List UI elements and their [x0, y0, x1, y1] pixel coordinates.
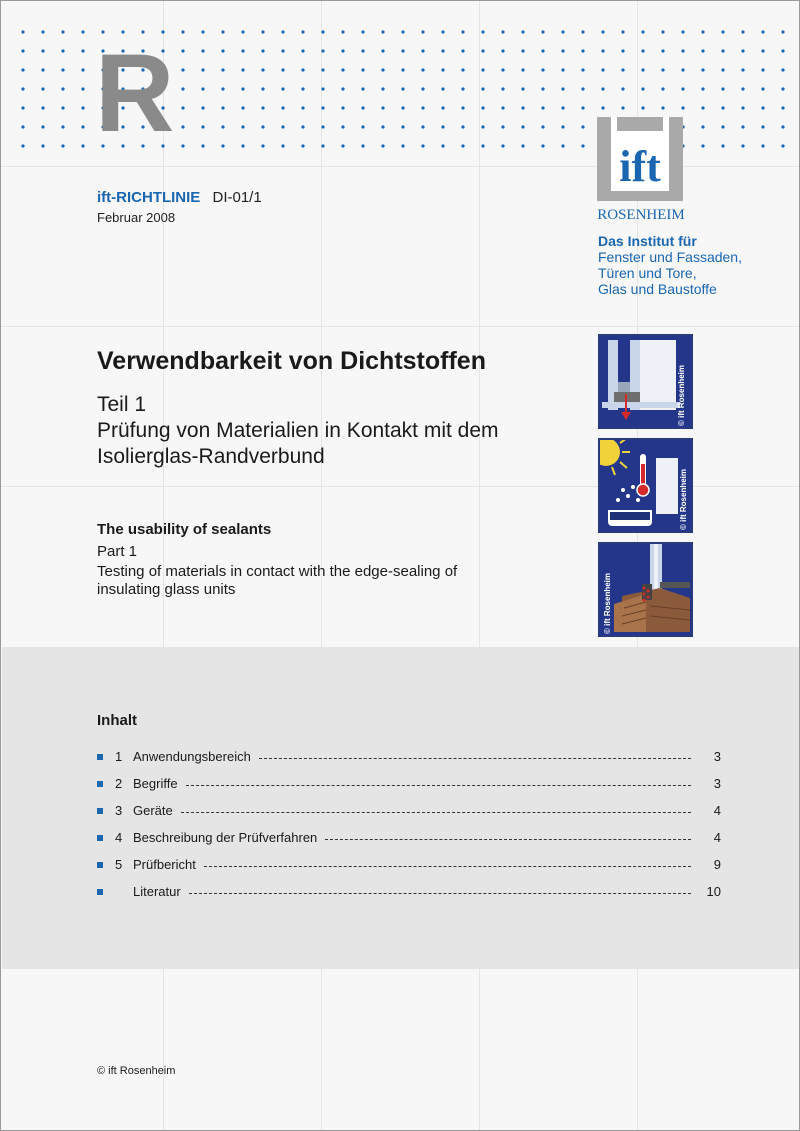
toc-item-page: 4: [713, 803, 721, 818]
grid-line: [1, 326, 800, 327]
logo-city-text: ROSENHEIM: [597, 207, 685, 223]
toc-leader: [189, 893, 691, 894]
toc-item-page: 3: [713, 776, 721, 791]
toc-item-page: 3: [713, 749, 721, 764]
english-subtitle: Testing of materials in contact with the edge-sealing of insulating glass units: [97, 563, 458, 598]
bullet-icon: [97, 808, 103, 814]
toc-list: [97, 743, 721, 905]
toc-item-page: 10: [706, 884, 721, 899]
pictogram-caption: © ift Rosenheim: [677, 364, 686, 426]
pictogram-caption: © ift Rosenheim: [603, 572, 612, 634]
series-line: [97, 189, 262, 206]
toc-item-label: Geräte: [133, 803, 173, 818]
bullet-icon: [97, 862, 103, 868]
toc-leader: [181, 812, 691, 813]
glazing-bead-frame-icon: [598, 542, 693, 637]
toc-leader: [259, 758, 691, 759]
toc-leader: [186, 785, 691, 786]
toc-item[interactable]: [97, 824, 721, 851]
sun-temperature-humidity-icon: [598, 438, 693, 533]
ift-logo: [595, 115, 687, 223]
toc-item-label: Begriffe: [133, 776, 178, 791]
toc-item-label: Literatur: [133, 884, 181, 899]
publication-date: Februar 2008: [97, 210, 176, 225]
document-part: Teil 1: [97, 393, 147, 416]
toc-leader: [204, 866, 691, 867]
institute-description: [598, 233, 742, 297]
logo-mark-text: ift: [619, 142, 661, 191]
english-title: The usability of sealants: [97, 521, 272, 538]
bullet-icon: [97, 781, 103, 787]
toc-item[interactable]: [97, 743, 721, 770]
toc-item-number: 3: [115, 803, 123, 818]
document-subtitle: Prüfung von Materialien in Kontakt mit dem Isolierglas-Randverbund: [97, 419, 499, 468]
toc-item[interactable]: [97, 797, 721, 824]
toc-title: Inhalt: [97, 712, 137, 729]
copyright-notice: © ift Rosenheim: [97, 1065, 176, 1077]
institute-line: Türen und Tore,: [598, 265, 697, 281]
glass-edge-migration-icon: [598, 334, 693, 429]
toc-item-number: 5: [115, 857, 123, 872]
toc-item-number: 2: [115, 776, 123, 791]
pictogram-caption: © ift Rosenheim: [679, 468, 688, 530]
toc-item[interactable]: [97, 878, 721, 905]
toc-item-label: Anwendungsbereich: [133, 749, 251, 764]
toc-item-label: Beschreibung der Prüfverfahren: [133, 830, 318, 845]
series-code: DI-01/1: [212, 189, 262, 206]
toc-item[interactable]: [97, 770, 721, 797]
bullet-icon: [97, 889, 103, 895]
toc-item-label: Prüfbericht: [133, 857, 196, 872]
toc-item-number: 1: [115, 749, 123, 764]
toc-leader: [325, 839, 691, 840]
institute-line: Fenster und Fassaden,: [598, 249, 742, 265]
ift-logo-mark: [595, 115, 687, 223]
institute-lead: Das Institut für: [598, 233, 697, 249]
series-letter: R: [95, 32, 173, 155]
series-brand: ift-RICHTLINIE: [97, 189, 201, 206]
toc-item-page: 9: [713, 857, 721, 872]
bullet-icon: [97, 754, 103, 760]
english-part: Part 1: [97, 543, 138, 560]
toc-item-number: 4: [115, 830, 123, 845]
toc-item[interactable]: [97, 851, 721, 878]
document-title: Verwendbarkeit von Dichtstoffen: [97, 347, 486, 375]
bullet-icon: [97, 835, 103, 841]
toc-item-page: 4: [713, 830, 721, 845]
institute-line: Glas und Baustoffe: [598, 281, 717, 297]
